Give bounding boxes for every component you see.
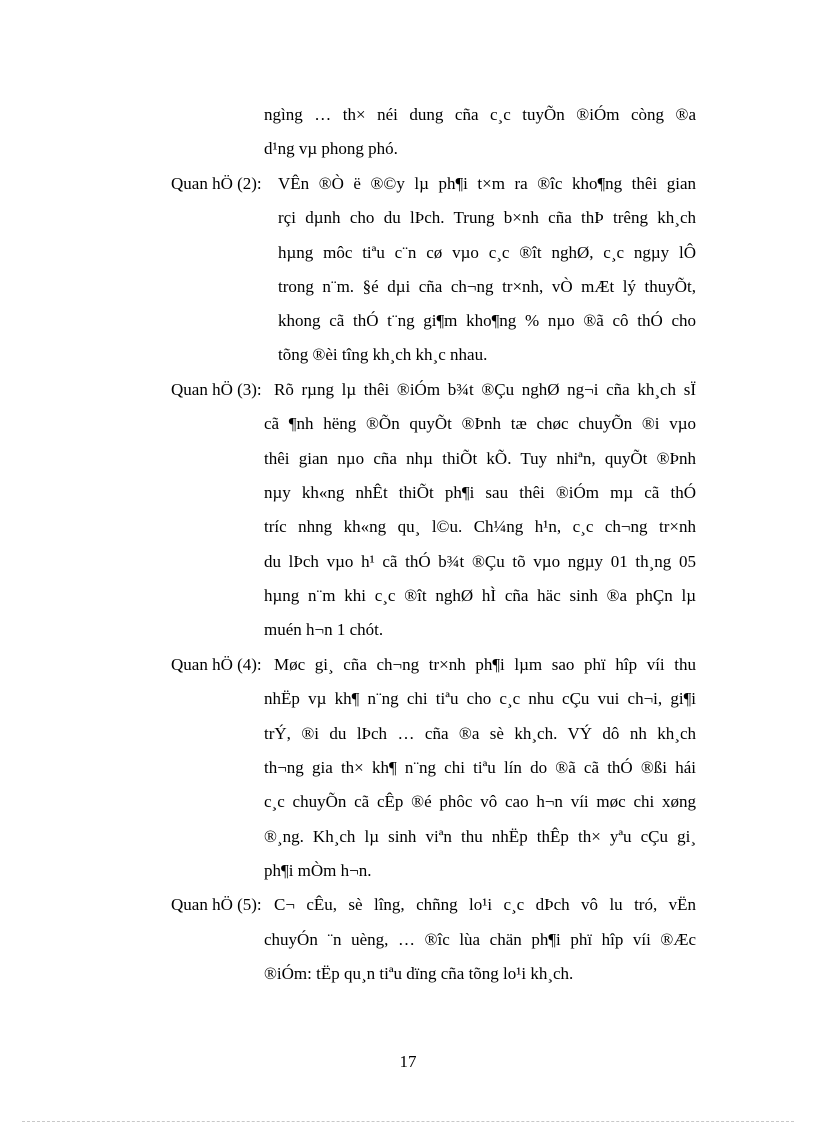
relation-2-line: trong n¨m. §é dµi cña ch¬ng tr×nh, vÒ mÆt lý thuyÕt, xyxy=(278,277,696,296)
relation-4-line: ®¸ng. Kh¸ch lµ sinh viªn thu nhËp thÊp th× yªu cÇu gi¸ xyxy=(264,827,696,846)
page-bottom-divider xyxy=(22,1121,794,1122)
page-number: 17 xyxy=(399,1052,417,1071)
relation-3-label: Quan hÖ (3): xyxy=(171,380,262,399)
relation-2-line: VÊn ®Ò ë ®©y lµ ph¶i t×m ra ®îc kho¶ng thêi gian xyxy=(278,174,696,193)
relation-3-line: cã ¶nh hëng ®Õn quyÕt ®Þnh tæ chøc chuyÕn ®i vµo xyxy=(264,414,696,433)
relation-5-line: C¬ cÊu, sè lîng, chñng lo¹i c¸c dÞch vô lu tró, vËn xyxy=(274,895,696,914)
relation-4-line: nhËp vµ kh¶ n¨ng chi tiªu cho c¸c nhu cÇu vui ch¬i, gi¶i xyxy=(264,689,696,708)
relation-3-line: muén h¬n 1 chót. xyxy=(264,620,384,639)
intro-line: ngìng … th× néi dung cña c¸c tuyÕn ®iÓm còng ®a xyxy=(264,105,696,124)
relation-2-line: rçi dµnh cho du lÞch. Trung b×nh cña thÞ trêng kh¸ch xyxy=(278,208,696,227)
relation-2-line: tõng ®èi tîng kh¸ch kh¸c nhau. xyxy=(278,345,488,364)
relation-5-line: ®iÓm: tËp qu¸n tiªu dïng cña tõng lo¹i kh¸ch. xyxy=(264,964,574,983)
relation-3-line: Rõ rµng lµ thêi ®iÓm b¾t ®Çu nghØ ng¬i cña kh¸ch sÏ xyxy=(274,380,696,399)
relation-4-line: ph¶i mÒm h¬n. xyxy=(264,861,372,880)
relation-2-line: hµng môc tiªu c¨n cø vµo c¸c ®ît nghØ, c¸c ngµy lÔ xyxy=(278,243,696,262)
relation-4-line: th¬ng gia th× kh¶ n¨ng chi tiªu lín do ®ã cã thÓ ®ßi hái xyxy=(264,758,696,777)
relation-5-label: Quan hÖ (5): xyxy=(171,895,262,914)
relation-4-line: trÝ, ®i du lÞch … cña ®a sè kh¸ch. VÝ dô nh kh¸ch xyxy=(264,724,696,743)
relation-2-label: Quan hÖ (2): xyxy=(171,174,262,193)
relation-3-line: du lÞch vµo h¹ cã thÓ b¾t ®Çu tõ vµo ngµy 01 th¸ng 05 xyxy=(264,552,696,571)
relation-5-line: chuyÓn ¨n uèng, … ®îc lùa chän ph¶i phï hîp víi ®Æc xyxy=(264,930,696,949)
relation-3-line: hµng n¨m khi c¸c ®ît nghØ hÌ cña häc sinh ®a phÇn lµ xyxy=(264,586,696,605)
relation-4-label: Quan hÖ (4): xyxy=(171,655,262,674)
relation-3-line: tríc nhng kh«ng qu¸ l©u. Ch¼ng h¹n, c¸c ch¬ng tr×nh xyxy=(264,517,696,536)
relation-2-line: khong cã thÓ t¨ng gi¶m kho¶ng % nµo ®ã cô thÓ cho xyxy=(278,311,696,330)
relation-3-line: nµy kh«ng nhÊt thiÕt ph¶i sau thêi ®iÓm mµ cã thÓ xyxy=(264,483,696,502)
intro-line: d¹ng vµ phong phó. xyxy=(264,139,398,158)
relation-4-line: c¸c chuyÕn cã cÊp ®é phôc vô cao h¬n víi møc chi xøng xyxy=(264,792,696,811)
relation-3-line: thêi gian nµo cña nhµ thiÕt kÕ. Tuy nhiªn, quyÕt ®Þnh xyxy=(264,449,696,468)
relation-4-line: Møc gi¸ cña ch¬ng tr×nh ph¶i lµm sao phï hîp víi thu xyxy=(274,655,696,674)
